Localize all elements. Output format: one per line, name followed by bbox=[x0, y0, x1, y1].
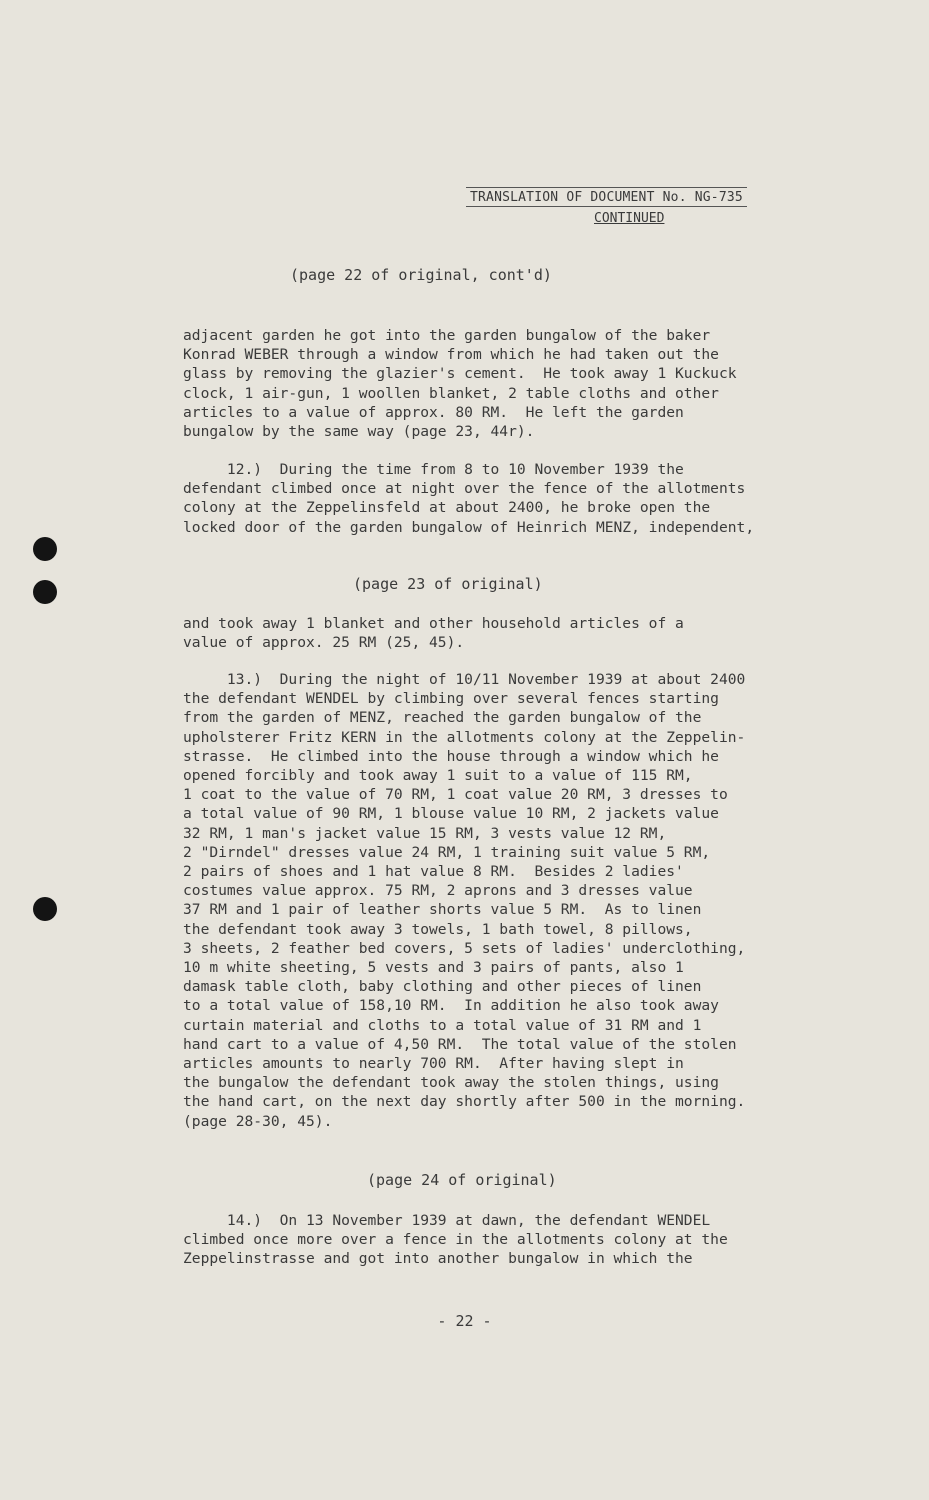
paragraph: adjacent garden he got into the garden bungalow of the baker Konrad WEBER through a window from which he had taken out the glass by removing the glazier's cement. He took away 1 Kuckuck clock, 1 air-gun, 1 woollen blanket, 2 table cloths and other articles to a value of approx. 80 RM. He left the garden bungalow by the same way (page 23, 44r). bbox=[183, 327, 737, 441]
paragraph-12: 12.) During the time from 8 to 10 November 1939 the defendant climbed once at night over the fence of the allotments colony at the Zeppelinsfeld at about 2400, he broke open the locked door of the garden bungalow of Heinrich MENZ, independent, bbox=[183, 461, 755, 536]
paragraph-13: 13.) During the night of 10/11 November 1939 at about 2400 the defendant WENDEL by climbing over several fences starting from the garden of MENZ, reached the garden bungalow of the upholsterer Fritz KERN in the allotments colony at the Zeppelin- strasse. He climbed into the house through a window which he opened forcibly and took away 1 suit to a value of 115 RM, 1 coat to the value of 70 RM, 1 coat value 20 RM, 3 dresses to a total value of 90 RM, 1 blouse value 10 RM, 2 jackets value 32 RM, 1 man's jacket value 15 RM, 3 vests value 12 RM, 2 "Dirndel" dresses value 24 RM, 1 training suit value 5 RM, 2 pairs of shoes and 1 hat value 8 RM. Besides 2 ladies' costumes value approx. 75 RM, 2 aprons and 3 dresses value 37 RM and 1 pair of leather shorts value 5 RM. As to linen the defendant took away 3 towels, 1 bath towel, 8 pillows, 3 sheets, 2 feather bed covers, 5 sets of ladies' underclothing, 10 m white sheeting, 5 vests and 3 pairs of pants, also 1 damask table cloth, baby clothing and other pieces of linen to a total value of 158,10 RM. In addition he also took away curtain material and cloths to a total value of 31 RM and 1 hand cart to a value of 4,50 RM. The total value of the stolen articles amounts to nearly 700 RM. After having slept in the bungalow the defendant took away the stolen things, using the hand cart, on the next day shortly after 500 in the morning. (page 28-30, 45). bbox=[183, 671, 746, 1130]
header-subtitle: CONTINUED bbox=[594, 211, 665, 226]
page-reference: (page 24 of original) bbox=[367, 1171, 557, 1189]
header-title: TRANSLATION OF DOCUMENT No. NG-735 bbox=[466, 187, 747, 207]
punch-hole-2 bbox=[33, 580, 57, 604]
page-reference: (page 22 of original, cont'd) bbox=[290, 266, 552, 284]
document-header bbox=[466, 186, 806, 226]
punch-hole-3 bbox=[33, 897, 57, 921]
page-reference: (page 23 of original) bbox=[353, 575, 543, 593]
paragraph: and took away 1 blanket and other household articles of a value of approx. 25 RM (25, 45). bbox=[183, 615, 684, 652]
page-number: - 22 - bbox=[437, 1312, 492, 1330]
paragraph-14: 14.) On 13 November 1939 at dawn, the defendant WENDEL climbed once more over a fence in the allotments colony at the Zeppelinstrasse and got into another bungalow in which the bbox=[183, 1212, 728, 1268]
punch-hole-1 bbox=[33, 537, 57, 561]
